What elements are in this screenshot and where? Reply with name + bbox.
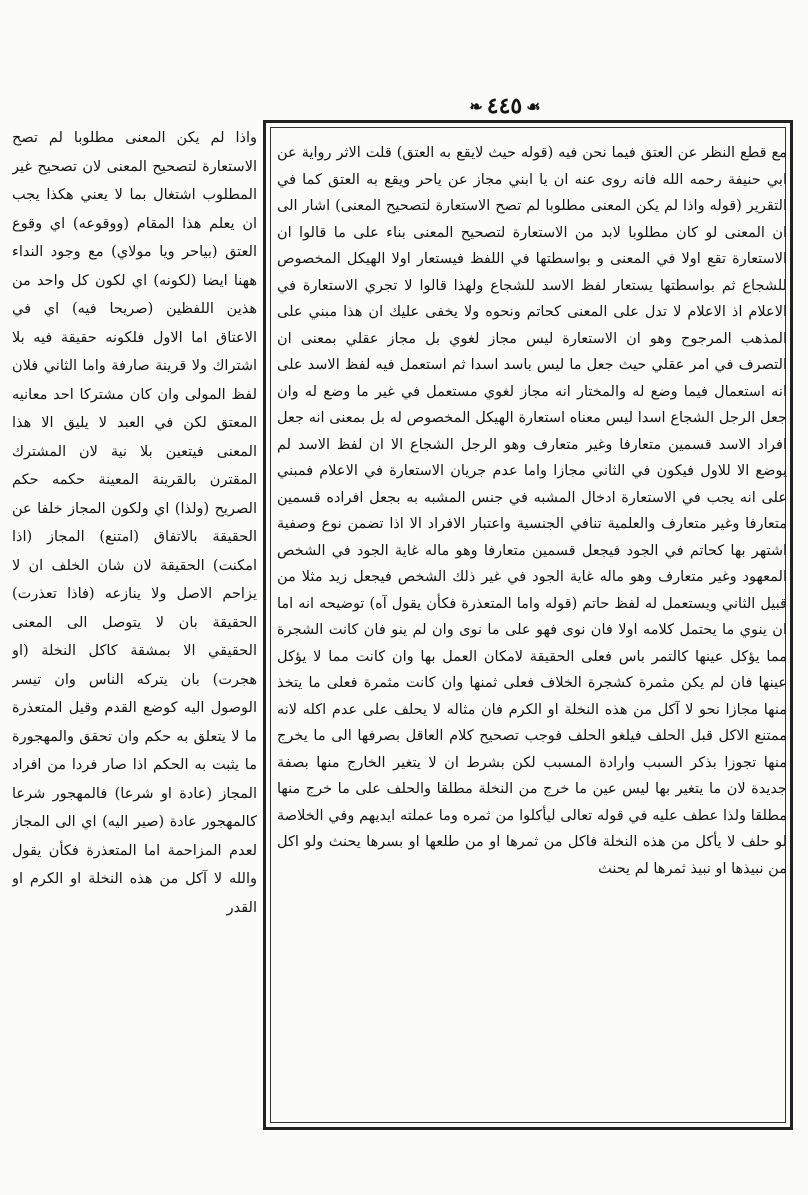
ornament-right: ❧ (469, 97, 483, 116)
page-number (440, 92, 570, 120)
page-number-value: ٤٤٥ (486, 93, 523, 119)
ornament-left: ☙ (526, 97, 541, 116)
margin-text-block (12, 124, 257, 1004)
main-text-body: مع قطع النظر عن العتق فيما نحن فيه (قوله حيث لايقع به العتق) قلت الاثر رواية عن ابي حنيفة رحمه الله فانه روى عنه ان يا ابني مجاز عن ياحر ويقع به العتق كما في التقرير (قوله واذا لم يكن المعنى مطلوبا لم تصح الاستعارة لتصحيح المعنى) اشار الى ان المعنى لو كان مطلوبا لابد من الاستعارة لتصحيح المعنى بناء على ما قالوا ان الاستعارة تقع اولا في المعنى و بواسطتها في اللفظ فيستعار اولا الهيكل المخصوص للشجاع ثم بواسطتها يستعار لفظ الاسد للشجاع ولهذا قالوا لا تجري الاستعارة في الاعلام اذ الاعلام لا تدل على المعنى كحاتم ونحوه ولا يخفى عليك ان هذا مبني على المذهب المرجوح وهو ان الاستعارة ليس مجاز لغوي بل مجاز عقلي بمعنى ان التصرف في امر عقلي حيث جعل ما ليس باسد اسدا ثم استعمل فيه لفظ الاسد على انه استعمال فيما وضع له والمختار انه مجاز لغوي مستعمل في غير ما وضع له وان جعل الرجل الشجاع اسدا ليس معناه استعارة الهيكل المخصوص له بل بمعنى انه جعل افراد الاسد قسمين متعارفا وغير متعارف وهو الرجل الشجاع الا ان لفظ الاسد لم يوضع الا للاول فيكون في الثاني مجازا واما عدم جريان الاستعارة في الاعلام فمبني على انه يجب في الاستعارة ادخال المشبه في جنس المشبه به بجعل افراده قسمين متعارفا وغير متعارف والعلمية تنافي الجنسية واعتبار الافراد الا اذا تضمن نوع وصفية اشتهر بها كحاتم في الجود فيجعل قسمين متعارفا وهو ماله غاية الجود في الشخص المعهود وغير متعارف وهو ماله غاية الجود في غير ذلك الشخص فيجعل زيد مثلا من قبيل الثاني ويستعمل له لفظ حاتم (قوله واما المتعذرة فكأن يقول آه) توضيحه انه اما ان ينوي ما يحتمل كلامه اولا فان نوى فهو على ما نوى وان لم ينو فان كانت الشجرة مما يؤكل عينها كالتمر باس فعلى الحقيقة لامكان العمل بها وان كانت مما لا يؤكل عينها فان لم يكن مثمرة كشجرة الخلاف فعلى ثمنها وان كانت مثمرة فعلى ما يتخذ منها مجازا نحو لا آكل من هذه النخلة او الكرم فان مثاله لا يحلف على عدم اكله لانه ممتنع الاكل قبل الحلف فيلغو الحلف فوجب تصحيح كلام العاقل بصرفها الى ما يخرج منها تجوزا بذكر السبب وارادة المسبب لكن بشرط ان لا يتغير الخارج منها بصفة جديدة لان ما يتغير بها ليس عين ما خرج من النخلة مطلقا والحلف على ما خرج منها مطلقا ولذا عطف عليه في قوله تعالى ليأكلوا من ثمره وما عملته ايديهم وفي الخلاصة لو حلف لا يأكل من هذه النخلة فاكل من ثمرها او من طلعها او بسرها يحنث ولو اكل من نبيذها او نبيذ ثمرها لم يحنث (277, 145, 787, 877)
main-text-block (277, 140, 787, 940)
margin-text-body: واذا لم يكن المعنى مطلوبا لم تصح الاستعارة لتصحيح المعنى لان تصحيح غير المطلوب اشتغال بما لا يعني هكذا يجب ان يعلم هذا المقام (ووقوعه) اي وقوع العتق (بياحر ويا مولاي) مع وجود النداء ههنا ايضا (لكونه) اي لكون كل واحد من هذين اللفظين (صريحا فيه) اي في الاعتاق اما الاول فلكونه حقيقة فيه بلا اشتراك ولا قرينة صارفة واما الثاني فلان لفظ المولى وان كان مشتركا احد معانيه المعتق لكن في العبد لا يليق الا هذا المعنى فيتعين بلا نية لان المشترك المقترن بالقرينة المعينة حكمه حكم الصريح (ولذا) اي ولكون المجاز خلفا عن الحقيقة بالاتفاق (امتنع) المجاز (اذا امكنت) الحقيقة لان شان الخلف ان لا يزاحم الاصل ولا ينازعه (فاذا تعذرت) الحقيقة بان لا يتوصل الى المعنى الحقيقي الا بمشقة كاكل النخلة (او هجرت) بان يتركه الناس وان تيسر الوصول اليه كوضع القدم وقيل المتعذرة ما لا يتعلق به حكم وان تحقق والمهجورة ما يثبت به الحكم اذا صار فردا من افراد المجاز (عادة او شرعا) فالمهجور شرعا كالمهجور عادة (صير اليه) اي الى المجاز لعدم المزاحمة اما المتعذرة فكأن يقول والله لا آكل من هذه النخلة او الكرم او القدر (12, 130, 257, 916)
